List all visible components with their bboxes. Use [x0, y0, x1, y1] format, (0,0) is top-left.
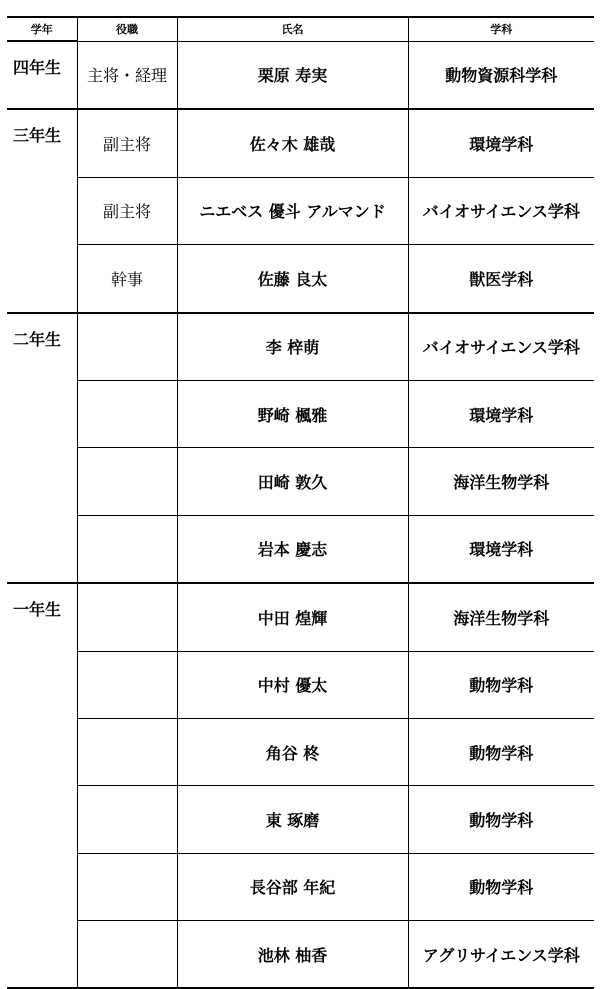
- cell-grade: [7, 651, 77, 718]
- cell-name: 中村 優太: [177, 651, 408, 718]
- header-row: [7, 17, 594, 41]
- cell-dept: 海洋生物学科: [408, 448, 594, 515]
- cell-dept: 動物学科: [408, 786, 594, 853]
- cell-dept: 環境学科: [408, 515, 594, 583]
- cell-name: 野崎 楓雅: [177, 380, 408, 447]
- table-row: [7, 718, 594, 785]
- table-row: [7, 786, 594, 853]
- table-row: [7, 245, 594, 313]
- table-row: [7, 921, 594, 989]
- header-name: 氏名: [177, 17, 408, 41]
- cell-name: 佐々木 雄哉: [177, 109, 408, 177]
- cell-dept: 獣医学科: [408, 245, 594, 313]
- roster-body: [7, 41, 594, 988]
- cell-role: [77, 515, 177, 583]
- cell-dept: 海洋生物学科: [408, 583, 594, 651]
- cell-name: 栗原 寿実: [177, 41, 408, 109]
- table-row: [7, 380, 594, 447]
- cell-role: [77, 786, 177, 853]
- cell-name: 佐藤 良太: [177, 245, 408, 313]
- cell-grade: [7, 448, 77, 515]
- cell-name: 田崎 敦久: [177, 448, 408, 515]
- header-grade: 学年: [7, 17, 77, 41]
- cell-name: 長谷部 年紀: [177, 853, 408, 920]
- cell-role: [77, 651, 177, 718]
- cell-dept: バイオサイエンス学科: [408, 177, 594, 244]
- cell-role: 主将・経理: [77, 41, 177, 109]
- member-roster-table: [7, 16, 594, 989]
- cell-grade: [7, 786, 77, 853]
- table-row: [7, 448, 594, 515]
- cell-role: 幹事: [77, 245, 177, 313]
- cell-dept: 動物学科: [408, 853, 594, 920]
- cell-role: 副主将: [77, 109, 177, 177]
- table-row: [7, 109, 594, 177]
- table-row: [7, 41, 594, 109]
- cell-role: [77, 448, 177, 515]
- cell-dept: 動物学科: [408, 718, 594, 785]
- table-row: [7, 651, 594, 718]
- cell-role: 副主将: [77, 177, 177, 244]
- table-row: [7, 313, 594, 381]
- cell-name: 岩本 慶志: [177, 515, 408, 583]
- cell-name: 李 梓萌: [177, 313, 408, 381]
- table-row: [7, 853, 594, 920]
- cell-dept: アグリサイエンス学科: [408, 921, 594, 989]
- cell-grade: 一年生: [7, 583, 77, 651]
- cell-role: [77, 583, 177, 651]
- table-row: [7, 515, 594, 583]
- cell-dept: 動物学科: [408, 651, 594, 718]
- cell-grade: [7, 718, 77, 785]
- header-role: 役職: [77, 17, 177, 41]
- cell-name: 東 琢磨: [177, 786, 408, 853]
- cell-grade: 二年生: [7, 313, 77, 381]
- roster-header: [7, 17, 594, 41]
- cell-dept: 環境学科: [408, 109, 594, 177]
- cell-role: [77, 718, 177, 785]
- cell-grade: [7, 921, 77, 989]
- cell-name: 中田 煌輝: [177, 583, 408, 651]
- cell-grade: [7, 177, 77, 244]
- cell-grade: 四年生: [7, 41, 77, 109]
- cell-dept: バイオサイエンス学科: [408, 313, 594, 381]
- header-dept: 学科: [408, 17, 594, 41]
- cell-grade: [7, 380, 77, 447]
- cell-grade: [7, 515, 77, 583]
- cell-dept: 環境学科: [408, 380, 594, 447]
- cell-name: 角谷 柊: [177, 718, 408, 785]
- cell-role: [77, 380, 177, 447]
- cell-grade: [7, 853, 77, 920]
- table-row: [7, 177, 594, 244]
- cell-role: [77, 921, 177, 989]
- cell-role: [77, 853, 177, 920]
- cell-dept: 動物資源科学科: [408, 41, 594, 109]
- cell-grade: [7, 245, 77, 313]
- cell-grade: 三年生: [7, 109, 77, 177]
- cell-name: 池林 柚香: [177, 921, 408, 989]
- cell-role: [77, 313, 177, 381]
- cell-name: ニエベス 優斗 アルマンド: [177, 177, 408, 244]
- table-row: [7, 583, 594, 651]
